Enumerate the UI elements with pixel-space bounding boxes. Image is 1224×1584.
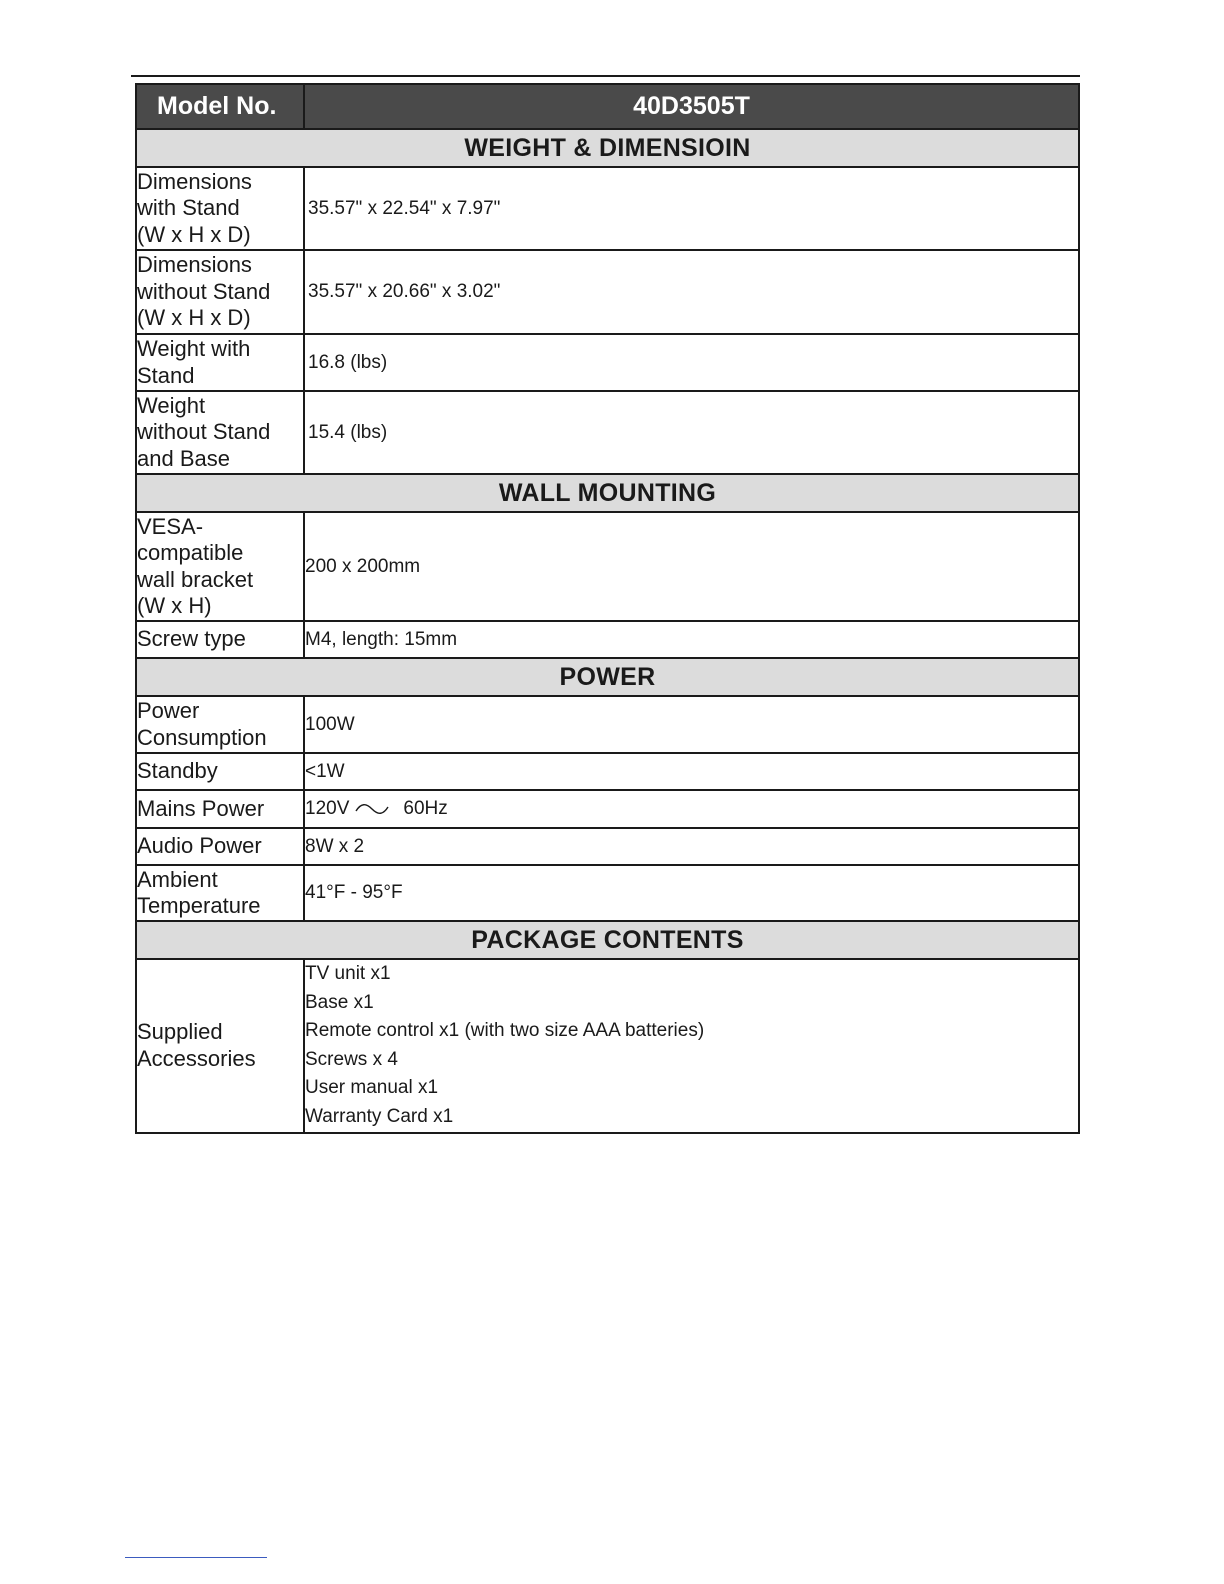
spec-row-dimensions-without-stand	[136, 250, 1079, 334]
list-item: Screws x 4	[305, 1048, 398, 1070]
spec-row-audio-power	[136, 828, 1079, 865]
label-line: Dimensions	[137, 252, 252, 278]
spec-label	[136, 334, 304, 391]
label-line: Consumption	[137, 724, 267, 750]
label-line: compatible	[137, 540, 244, 565]
label-line: Ambient	[137, 866, 218, 892]
spec-value: 16.8 (lbs)	[304, 334, 1079, 391]
label-line: Standby	[137, 758, 218, 784]
ac-sine-wave-icon	[355, 802, 389, 816]
section-title: PACKAGE CONTENTS	[136, 921, 1079, 959]
list-item: Warranty Card x1	[305, 1105, 454, 1127]
label-line: (W x H x D)	[137, 305, 251, 331]
footnote-rule	[125, 1557, 267, 1558]
spec-label	[136, 621, 304, 658]
label-line: (W x H x D)	[137, 221, 251, 247]
spec-label	[136, 753, 304, 790]
spec-label	[136, 790, 304, 828]
spec-value: 35.57" x 22.54" x 7.97"	[304, 167, 1079, 250]
label-line: with Stand	[137, 195, 240, 221]
label-line: Temperature	[137, 893, 261, 918]
spec-row-standby	[136, 753, 1079, 790]
header-row	[136, 84, 1079, 129]
section-package-contents	[136, 921, 1079, 959]
model-number: 40D3505T	[304, 84, 1079, 129]
spec-label	[136, 250, 304, 334]
model-no-label: Model No.	[136, 84, 304, 129]
spec-row-supplied-accessories	[136, 959, 1079, 1133]
spec-value: 15.4 (lbs)	[304, 391, 1079, 474]
label-line: Weight	[137, 392, 206, 418]
spec-value: M4, length: 15mm	[304, 621, 1079, 658]
mains-value	[305, 798, 448, 820]
spec-row-ambient-temperature	[136, 865, 1079, 921]
label-line: Supplied	[137, 1019, 223, 1045]
label-line: VESA-	[137, 513, 204, 539]
label-line: Dimensions	[137, 168, 252, 194]
spec-row-weight-without-stand	[136, 391, 1079, 474]
spec-row-mains-power	[136, 790, 1079, 828]
spec-value: 8W x 2	[304, 828, 1079, 865]
spec-row-weight-with-stand	[136, 334, 1079, 391]
section-title: WALL MOUNTING	[136, 474, 1079, 512]
top-rule	[131, 75, 1080, 77]
spec-value: 200 x 200mm	[304, 512, 1079, 621]
accessories-list	[305, 960, 1078, 1132]
spec-row-vesa	[136, 512, 1079, 621]
spec-row-dimensions-with-stand	[136, 167, 1079, 250]
label-line: Weight with	[137, 336, 251, 361]
spec-table	[135, 83, 1080, 1134]
mains-voltage: 120V	[305, 798, 350, 819]
section-power	[136, 658, 1079, 696]
list-item: Remote control x1 (with two size AAA batteries)	[305, 1020, 705, 1042]
spec-value: 35.57" x 20.66" x 3.02"	[304, 250, 1079, 334]
spec-label	[136, 865, 304, 921]
label-line: without Stand	[137, 278, 271, 304]
spec-value	[304, 790, 1079, 828]
section-title: WEIGHT & DIMENSIOIN	[136, 129, 1079, 167]
label-line: Mains Power	[137, 795, 265, 821]
label-line: and Base	[137, 445, 230, 471]
list-item: Base x1	[305, 991, 374, 1013]
spec-value: <1W	[304, 753, 1079, 790]
spec-label	[136, 512, 304, 621]
spec-label	[136, 391, 304, 474]
label-line: Stand	[137, 362, 195, 388]
label-line: without Stand	[137, 419, 271, 445]
label-line: Power	[137, 698, 200, 723]
section-wall-mounting	[136, 474, 1079, 512]
mains-frequency: 60Hz	[403, 798, 448, 819]
spec-value: 41°F - 95°F	[304, 865, 1079, 921]
spec-label	[136, 959, 304, 1133]
label-line: Accessories	[137, 1045, 256, 1071]
label-line: Screw type	[137, 626, 246, 652]
spec-label	[136, 167, 304, 250]
section-title: POWER	[136, 658, 1079, 696]
label-line: Audio Power	[137, 833, 262, 859]
spec-value: 100W	[304, 696, 1079, 753]
list-item: TV unit x1	[305, 963, 391, 984]
spec-label	[136, 696, 304, 753]
label-line: (W x H)	[137, 593, 212, 618]
label-line: wall bracket	[137, 566, 254, 592]
section-weight-dimension	[136, 129, 1079, 167]
list-item: User manual x1	[305, 1077, 439, 1099]
spec-value	[304, 959, 1079, 1133]
spec-row-power-consumption	[136, 696, 1079, 753]
spec-row-screw-type	[136, 621, 1079, 658]
spec-label	[136, 828, 304, 865]
